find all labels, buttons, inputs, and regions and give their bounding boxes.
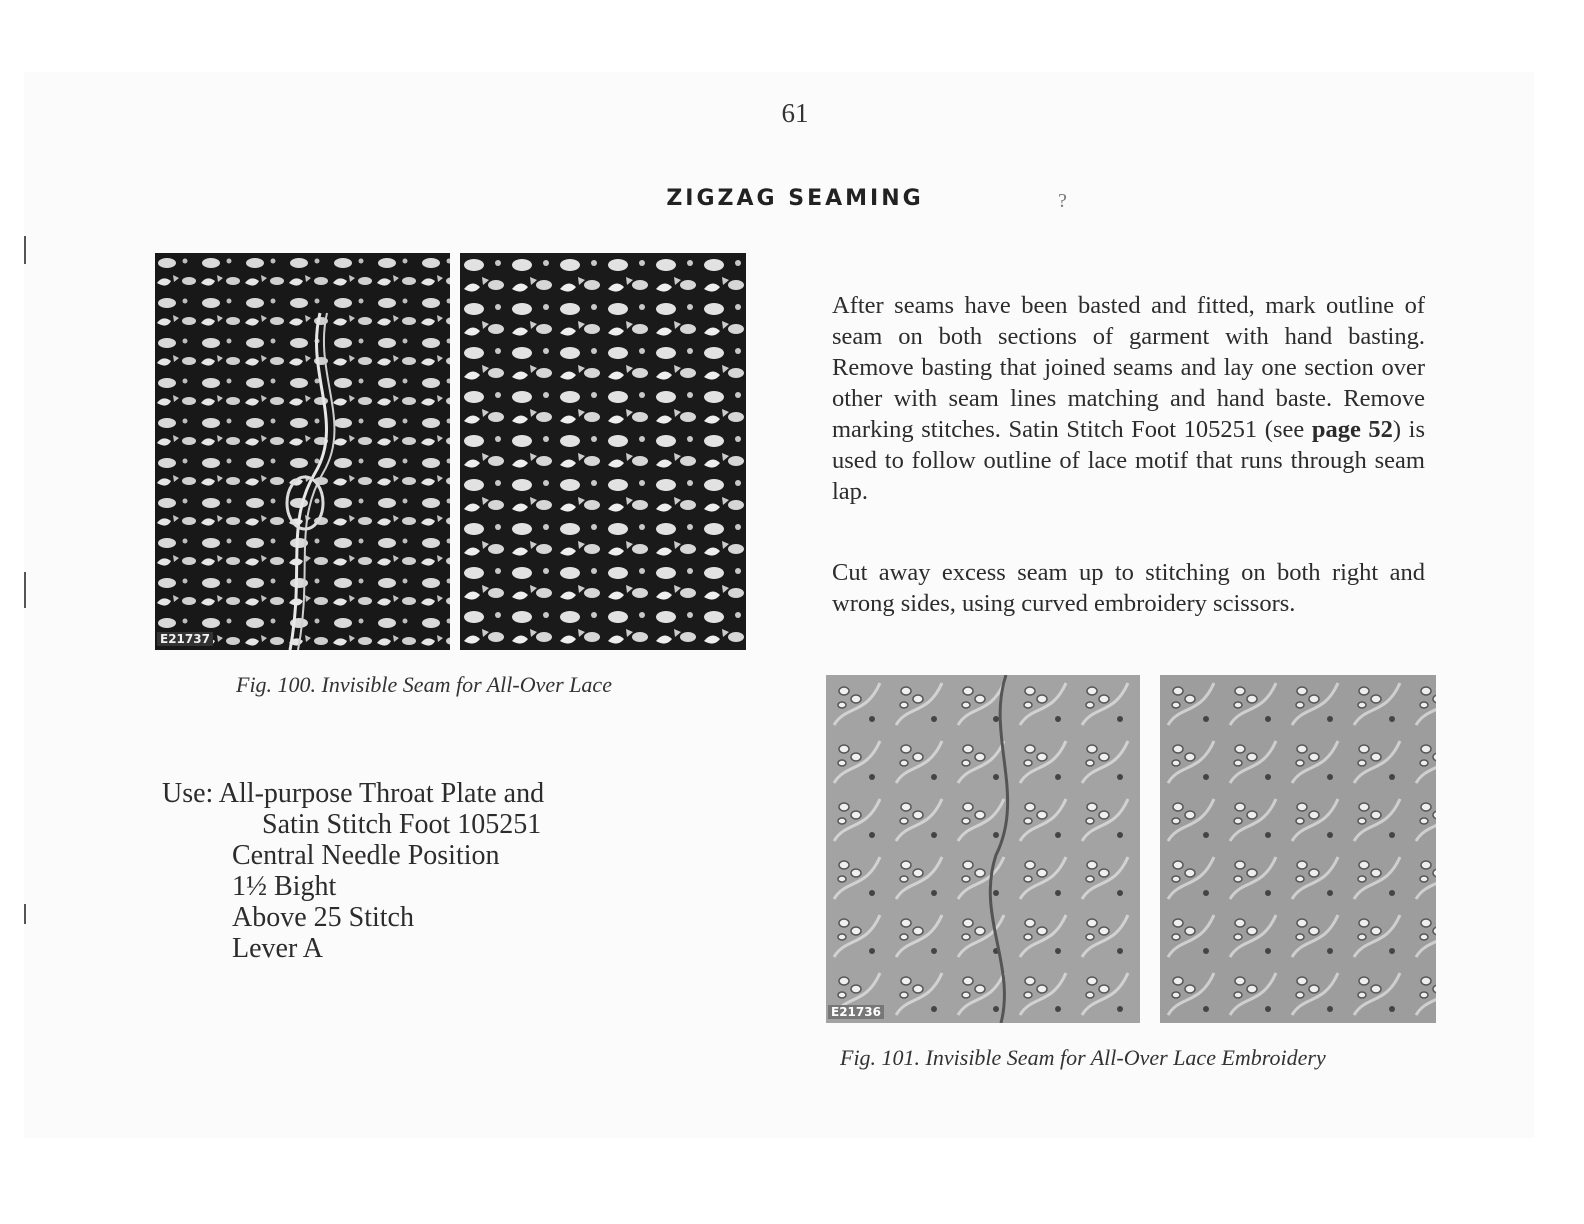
- fig-101-caption: Fig. 101. Invisible Seam for All-Over Lace Embroidery: [840, 1045, 1326, 1070]
- fig-100-tag: E21737: [157, 632, 213, 646]
- paragraph-1-text-a: After seams have been basted and fitted, mark outline of seam on both sections of garment with hand basting. Remove basting that joined seams and lay one section over other with seam lines matching and hand baste. Remove marking stitches. Satin Stitch Foot 105251 (see: [832, 292, 1425, 443]
- settings-line-6: Lever A: [232, 933, 323, 964]
- section-title: ZIGZAG SEAMING: [666, 186, 924, 211]
- settings-line-3: Central Needle Position: [232, 840, 500, 871]
- edge-mark: [24, 572, 26, 608]
- fig-101-embroidery-photo-left: [826, 675, 1140, 1023]
- settings-line-5: Above 25 Stitch: [232, 902, 414, 933]
- page-number: 61: [781, 98, 809, 128]
- settings-line-4: 1½ Bight: [232, 871, 337, 902]
- settings-row: [162, 778, 544, 809]
- fig-100-lace-photo-right: [460, 253, 746, 650]
- settings-line-1: All-purpose Throat Plate and: [218, 778, 545, 809]
- fig-101-embroidery-photo-right: [1160, 675, 1436, 1023]
- settings-label: Use:: [162, 778, 214, 809]
- paragraph-1-text-b: ) is used to follow outline of lace motif that runs through seam lap.: [832, 416, 1426, 505]
- fig-101-tag: E21736: [828, 1005, 884, 1019]
- paragraph-2: Cut away excess seam up to stitching on both right and wrong sides, using curved embroidery scissors.: [832, 559, 1425, 617]
- fig-100-lace-photo-left: [155, 253, 450, 650]
- page-reference: page 52: [1311, 416, 1393, 443]
- paragraph-1: [832, 290, 1425, 507]
- edge-mark: [24, 904, 26, 924]
- settings-line-2: Satin Stitch Foot 105251: [262, 809, 542, 840]
- fig-100-caption: Fig. 100. Invisible Seam for All-Over Lace: [236, 672, 612, 697]
- edge-mark: [24, 236, 26, 264]
- settings-list: [162, 778, 544, 964]
- stray-mark: ?: [1058, 190, 1067, 212]
